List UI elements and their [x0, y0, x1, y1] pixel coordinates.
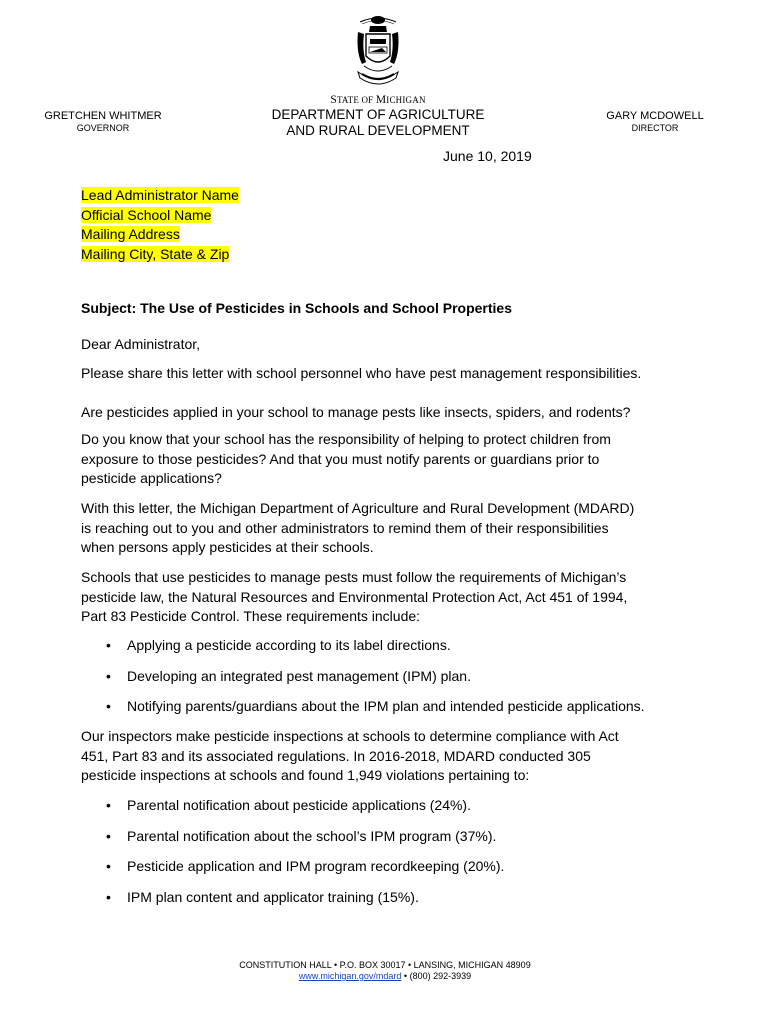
governor-title: GOVERNOR	[76, 123, 130, 133]
paragraph-mdard-outreach	[81, 499, 701, 558]
department-line-2: AND RURAL DEVELOPMENT	[286, 123, 470, 138]
list-item	[81, 796, 701, 827]
footer-phone: • (800) 292-3939	[401, 971, 472, 981]
address-block	[81, 186, 239, 264]
list-item-text: Applying a pesticide according to its label directions.	[127, 637, 451, 653]
paragraph-share: Please share this letter with school personnel who have pest management responsibilities.	[81, 365, 642, 381]
bullet-icon: •	[106, 858, 111, 874]
text-line: exposure to those pesticides? And that you must notify parents or guardians prior to	[81, 450, 600, 467]
violations-list	[81, 796, 701, 918]
list-item	[81, 857, 701, 888]
address-line: Lead Administrator Name	[81, 187, 239, 203]
paragraph-inspections	[81, 727, 701, 786]
text-line: Schools that use pesticides to manage pests must follow the requirements of Michigan’s	[81, 569, 627, 585]
list-item-text: IPM plan content and applicator training (15%).	[127, 888, 419, 905]
footer-address: CONSTITUTION HALL • P.O. BOX 30017 • LANSING, MICHIGAN 48909	[239, 960, 531, 970]
paragraph-requirements	[81, 568, 701, 627]
letter-date: June 10, 2019	[443, 148, 532, 164]
bullet-icon: •	[106, 637, 111, 653]
department-line-1: DEPARTMENT OF AGRICULTURE	[271, 107, 485, 122]
bullet-icon: •	[106, 667, 111, 684]
paragraph-question-pesticides: Are pesticides applied in your school to manage pests like insects, spiders, and rodents?	[81, 404, 631, 420]
list-item-text: Parental notification about pesticide applications (24%).	[127, 797, 471, 813]
paragraph-responsibility	[81, 430, 701, 489]
bullet-icon: •	[106, 698, 111, 714]
text-line: pesticide inspections at schools and found 1,949 violations pertaining to:	[81, 767, 530, 783]
list-item	[81, 827, 701, 858]
state-of-michigan: STATE OF MICHIGAN	[330, 94, 426, 106]
director-title: DIRECTOR	[631, 123, 679, 133]
list-item	[81, 697, 701, 728]
requirements-list	[81, 636, 701, 728]
governor-name: GRETCHEN WHITMER	[44, 110, 162, 122]
director-block	[584, 110, 726, 134]
text-line: pesticide applications?	[81, 470, 222, 486]
state-seal-icon	[348, 12, 408, 90]
list-item	[81, 888, 701, 919]
text-line: when persons apply pesticides at their schools.	[81, 539, 374, 555]
bullet-icon: •	[106, 827, 111, 844]
text-line: Part 83 Pesticide Control. These requirements include:	[81, 608, 421, 624]
list-item-text: Notifying parents/guardians about the IPM plan and intended pesticide applications.	[127, 698, 645, 714]
list-item-text: Developing an integrated pest management (IPM) plan.	[127, 667, 471, 684]
footer-contact	[150, 971, 620, 982]
address-line: Official School Name	[81, 206, 212, 223]
list-item-text: Pesticide application and IPM program recordkeeping (20%).	[127, 858, 505, 874]
list-item	[81, 667, 701, 698]
text-line: Do you know that your school has the responsibility of helping to protect children from	[81, 431, 611, 447]
salutation: Dear Administrator,	[81, 336, 201, 352]
address-line: Mailing City, State & Zip	[81, 245, 230, 262]
text-line: 451, Part 83 and its associated regulations. In 2016-2018, MDARD conducted 305	[81, 747, 591, 764]
bullet-icon: •	[106, 888, 111, 905]
text-line: With this letter, the Michigan Department of Agriculture and Rural Development (MDARD)	[81, 500, 635, 516]
website-link[interactable]: www.michigan.gov/mdard	[298, 971, 402, 981]
text-line: pesticide law, the Natural Resources and Environmental Protection Act, Act 451 of 1994,	[81, 588, 628, 605]
list-item-text: Parental notification about the school’s IPM program (37%).	[127, 827, 497, 844]
text-line: is reaching out to you and other administrators to remind them of their responsibilities	[81, 519, 609, 536]
list-item	[81, 636, 701, 667]
governor-block	[28, 110, 178, 134]
department-name	[240, 107, 516, 139]
subject-line: Subject: The Use of Pesticides in Schools and School Properties	[81, 300, 512, 316]
text-line: Our inspectors make pesticide inspections at schools to determine compliance with Act	[81, 728, 619, 744]
address-line: Mailing Address	[81, 226, 180, 242]
bullet-icon: •	[106, 797, 111, 813]
director-name: GARY MCDOWELL	[606, 110, 704, 122]
footer	[150, 960, 620, 982]
